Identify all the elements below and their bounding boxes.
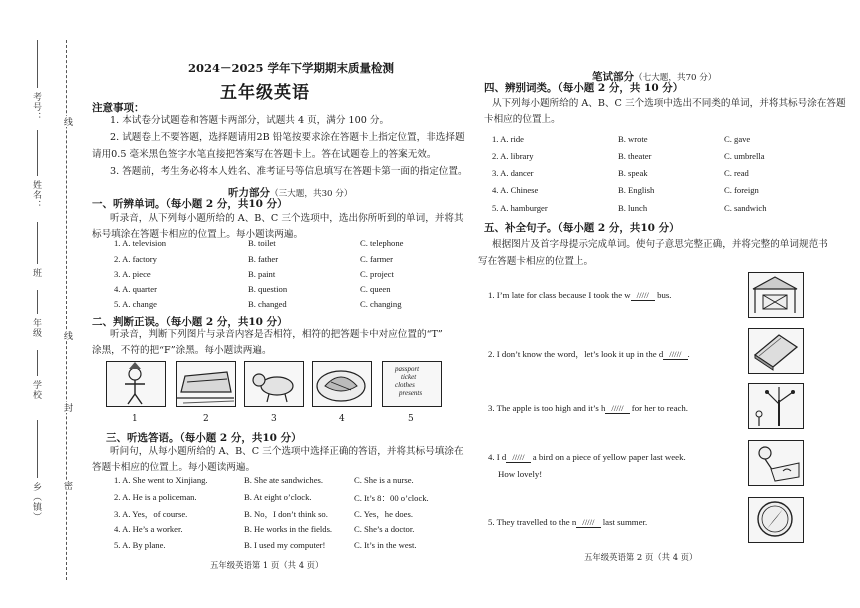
answer-blank: ///// [663,349,687,360]
s4-option-a: 1. A. ride [492,134,524,144]
section-3-instruction: 答题卡相应的位置上。每小题读两遍。 [92,462,256,473]
card-line: ticket [401,373,417,381]
picture-bus-stop [748,272,804,318]
notice-item: 3. 答题前，考生务必将本人姓名、准考证号等信息填写在答题卡第一面的指定位置。 [110,166,468,177]
picture-number: 5 [408,414,414,424]
s3-option-b: B. At eight o’clock. [244,492,312,502]
s1-option-a: 5. A. change [114,299,157,309]
s3-option-b: B. He works in the fields. [244,524,333,534]
seal-word-line: 线 [62,331,72,340]
s1-option-b: B. paint [248,269,276,279]
picture-girl-drawing [748,440,804,486]
picture-dictionary [748,328,804,374]
notice-item: 1. 本试卷分试题卷和答题卡两部分，试题共 4 页，满分 100 分。 [110,115,390,126]
seal-word-line: 线 [62,117,72,126]
picture-travel-card [382,361,442,407]
s1-option-b: B. father [248,254,279,264]
section-1-title: 一、听辨单词。（每小题 2 分，共10 分） [92,198,288,210]
picture-number: 4 [339,414,345,424]
picture-number: 3 [271,414,277,424]
s4-option-a: 2. A. library [492,151,534,161]
s1-option-a: 1. A. television [114,238,167,248]
picture-clown [106,361,166,407]
s1-option-a: 3. A. piece [114,269,151,279]
s1-option-c: C. queen [360,284,391,294]
s3-option-c: C. It’s 8：00 o’clock. [354,493,429,503]
section-5-instruction: 写在答题卡相应的位置上。 [478,256,594,267]
answer-blank: ///// [506,452,530,463]
card-line: passport [395,365,420,373]
section-4-title: 四、辨别词类。（每小题 2 分，共 10 分） [484,82,684,94]
section-3-title: 三、听选答语。（每小题 2 分，共10 分） [106,432,302,444]
s4-option-b: B. lunch [618,203,648,213]
s3-option-c: C. It’s in the west. [354,540,417,550]
picture-compass [748,497,804,543]
exam-title: 2024－2025 学年下学期期末质量检测 [188,61,395,75]
listening-note: （三大题，共30 分） [270,189,353,199]
s4-option-b: B. wrote [618,134,648,144]
notice-title: 注意事项： [92,102,145,114]
binding-margin [0,0,82,608]
s4-option-a: 3. A. dancer [492,168,534,178]
section-5-title: 五、补全句子。（每小题 2 分，共10 分） [484,222,680,234]
section-4-instruction: 卡相应的位置上。 [484,114,561,125]
s3-option-c: C. She is a nurse. [354,475,414,485]
s1-option-b: B. question [248,284,288,294]
picture-animal [244,361,304,407]
s1-option-c: C. changing [360,299,402,309]
s1-option-b: B. changed [248,299,287,309]
s1-option-c: C. telephone [360,238,404,248]
picture-number: 1 [132,414,138,424]
section-2-instruction: 涂黑，不符的把“F”涂黑。每小题读两遍。 [92,345,272,356]
s5-item: 3. The apple is too high and it’s h ///// for her to reach. [488,403,688,413]
s3-option-c: C. Yes，he does. [354,509,413,519]
s1-option-c: C. project [360,269,394,279]
card-line: clothes [395,381,415,389]
s4-option-c: C. umbrella [724,151,765,161]
seal-word-seal: 封 [62,403,72,412]
margin-field-name: 姓名： [31,180,41,210]
section-1-instruction: 标号填涂在答题卡相应的位置上。每小题读两遍。 [92,229,304,240]
margin-fill-line [37,222,38,264]
card-line: presents [399,389,423,397]
margin-fill-line [37,130,38,176]
s3-option-b: B. I used my computer! [244,540,326,550]
notice-item: 2. 试题卷上不要答题，选择题请用2B 铅笔按要求涂在答题卡上指定位置，非选择题 [110,132,465,143]
margin-fill-line [37,290,38,314]
margin-fill-line [37,350,38,376]
s1-option-a: 2. A. factory [114,254,157,264]
s5-item-continuation: How lovely! [498,469,543,479]
s1-option-a: 4. A. quarter [114,284,157,294]
s5-item: 1. I’m late for class because I took the w ///// bus. [488,290,672,300]
section-1-instruction: 听录音，从下列每小题所给的 A、B、C 三个选项中，选出你所听到的单词，并将其 [110,213,464,224]
margin-field-class: 班 [31,268,41,278]
s5-item: 5. They travelled to the n ///// last summer. [488,517,648,527]
picture-apple-tree [748,383,804,429]
margin-field-township: 乡（镇） [31,482,41,522]
subject-title: 五年级英语 [220,83,310,103]
page-footer: 五年级英语第 1 页（共 4 页） [210,560,324,570]
section-3-instruction: 听问句，从每小题所给的 A、B、C 三个选项中选择正确的答语，并将其标号填涂在 [110,446,464,457]
s4-option-c: C. gave [724,134,751,144]
s3-option-b: B. No，I don’t think so. [244,509,328,519]
s4-option-b: B. speak [618,168,648,178]
s3-option-b: B. She ate sandwiches. [244,475,323,485]
margin-fill-line [37,420,38,478]
written-title: 笔试部分 [592,71,634,83]
s1-option-b: B. toilet [248,238,276,248]
s3-option-a: 5. A. By plane. [114,540,166,550]
margin-field-school: 学校 [31,380,41,400]
seal-word-secret: 密 [62,481,72,490]
section-4-instruction: 从下列每小题所给的 A、B、C 三个选项中选出不同类的单词，并将其标号涂在答题 [492,98,846,109]
answer-blank: ///// [605,403,629,414]
s4-option-c: C. foreign [724,185,759,195]
s4-option-b: B. English [618,185,655,195]
margin-fill-line [37,40,38,88]
picture-number: 2 [203,414,209,424]
s3-option-c: C. She’s a doctor. [354,524,415,534]
s3-option-a: 2. A. He is a policeman. [114,492,197,502]
page-footer: 五年级英语第 2 页（共 4 页） [584,552,698,562]
notice-item: 请用0.5 毫米黑色签字水笔直接把答案写在答题卡上。答在试题卷上的答案无效。 [92,149,437,160]
margin-field-grade: 年级 [31,318,41,338]
section-5-instruction: 根据图片及首字母提示完成单词。使句子意思完整正确，并将完整的单词规范书 [492,239,828,250]
s4-option-c: C. sandwich [724,203,767,213]
margin-field-exam-number: 考号： [31,92,41,122]
listening-title: 听力部分 [228,187,270,199]
s1-option-c: C. farmer [360,254,393,264]
s3-option-a: 4. A. He’s a worker. [114,524,183,534]
answer-blank: ///// [576,517,600,528]
picture-food-plate [312,361,372,407]
section-2-title: 二、判断正误。（每小题 2 分，共10 分） [92,316,288,328]
s4-option-b: B. theater [618,151,652,161]
s5-item: 2. I don’t know the word，let’s look it up in the d ///// . [488,349,690,359]
written-note: （七大题，共70 分） [634,73,717,83]
s4-option-a: 4. A. Chinese [492,185,539,195]
s4-option-a: 5. A. hamburger [492,203,548,213]
s4-option-c: C. read [724,168,749,178]
section-2-instruction: 听录音，判断下列图片与录音内容是否相符，相符的把答题卡中对应位置的“T” [110,329,443,340]
picture-train [176,361,236,407]
s3-option-a: 3. A. Yes，of course. [114,509,188,519]
s3-option-a: 1. A. She went to Xinjiang. [114,475,208,485]
answer-blank: ///// [631,290,655,301]
s5-item: 4. I d ///// a bird on a piece of yellow paper last week. [488,452,686,462]
